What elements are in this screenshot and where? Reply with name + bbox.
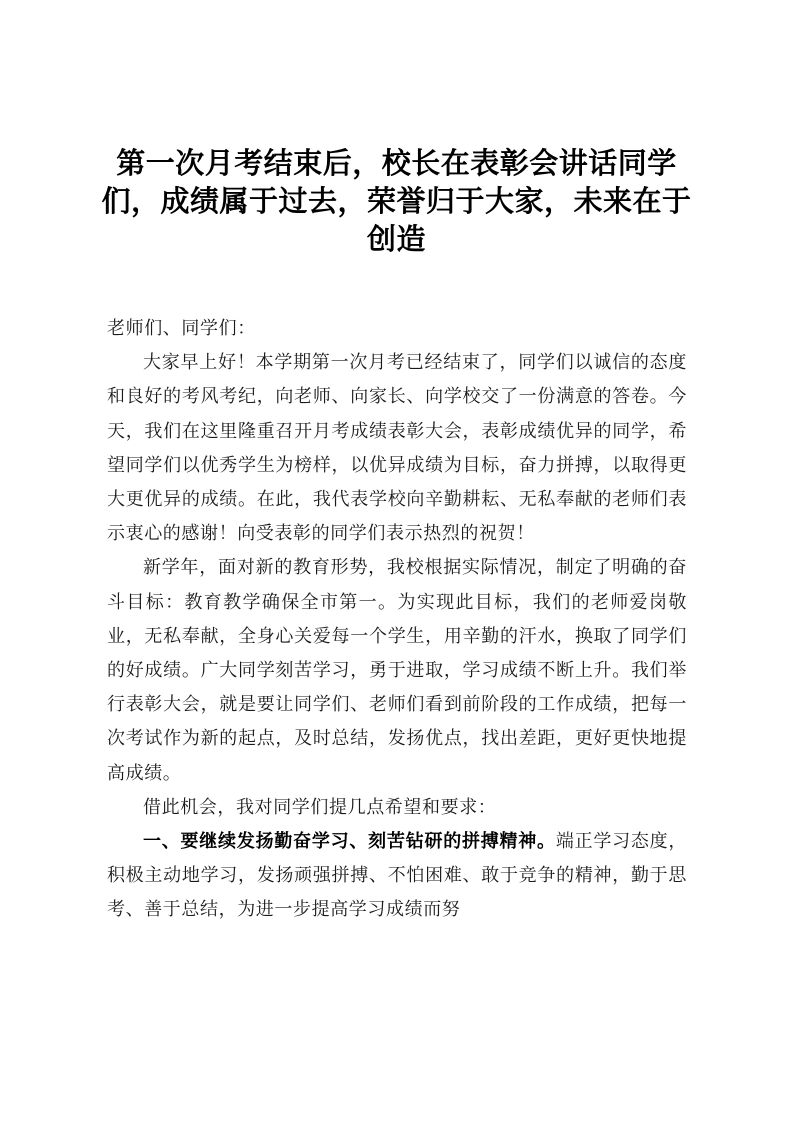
body-paragraph: 大家早上好！本学期第一次月考已经结束了，同学们以诚信的态度和良好的考风考纪，向老师、向家长、向学校交了一份满意的答卷。今天，我们在这里隆重召开月考成绩表彰大会，表彰成绩优异的同学，希望同学们以优秀学生为榜样，以优异成绩为目标，奋力拼搏，以取得更大更优异的成绩。在此，我代表学校向辛勤耕耘、无私奉献的老师们表示衷心的感谢！向受表彰的同学们表示热烈的祝贺！: [107, 352, 687, 545]
document-body: [107, 312, 687, 928]
document-title: 第一次月考结束后，校长在表彰会讲话同学们，成绩属于过去，荣誉归于大家，未来在于创造: [101, 146, 692, 256]
emphasis-heading: 一、要继续发扬勤奋学习、刻苦钻研的拼搏精神。: [143, 831, 556, 853]
body-paragraph: 借此机会，我对同学们提几点希望和要求：: [143, 796, 497, 818]
body-paragraph: [107, 825, 687, 928]
salutation: 老师们、同学们：: [107, 318, 256, 339]
paragraph-text: 端正学习态度，积极主动地学习，发扬顽强拼搏、不怕困难、敢于竞争的精神，勤于思考、善于总结，为进一步提高学习成绩而努: [107, 831, 687, 921]
body-paragraph: 新学年，面对新的教育形势，我校根据实际情况，制定了明确的奋斗目标：教育教学确保全市第一。为实现此目标，我们的老师爱岗敬业，无私奉献，全身心关爱每一个学生，用辛勤的汗水，换取了同学们的好成绩。广大同学刻苦学习，勇于进取，学习成绩不断上升。我们举行表彰大会，就是要让同学们、老师们看到前阶段的工作成绩，把每一次考试作为新的起点，及时总结，发扬优点，找出差距，更好更快地提高成绩。: [107, 557, 687, 784]
